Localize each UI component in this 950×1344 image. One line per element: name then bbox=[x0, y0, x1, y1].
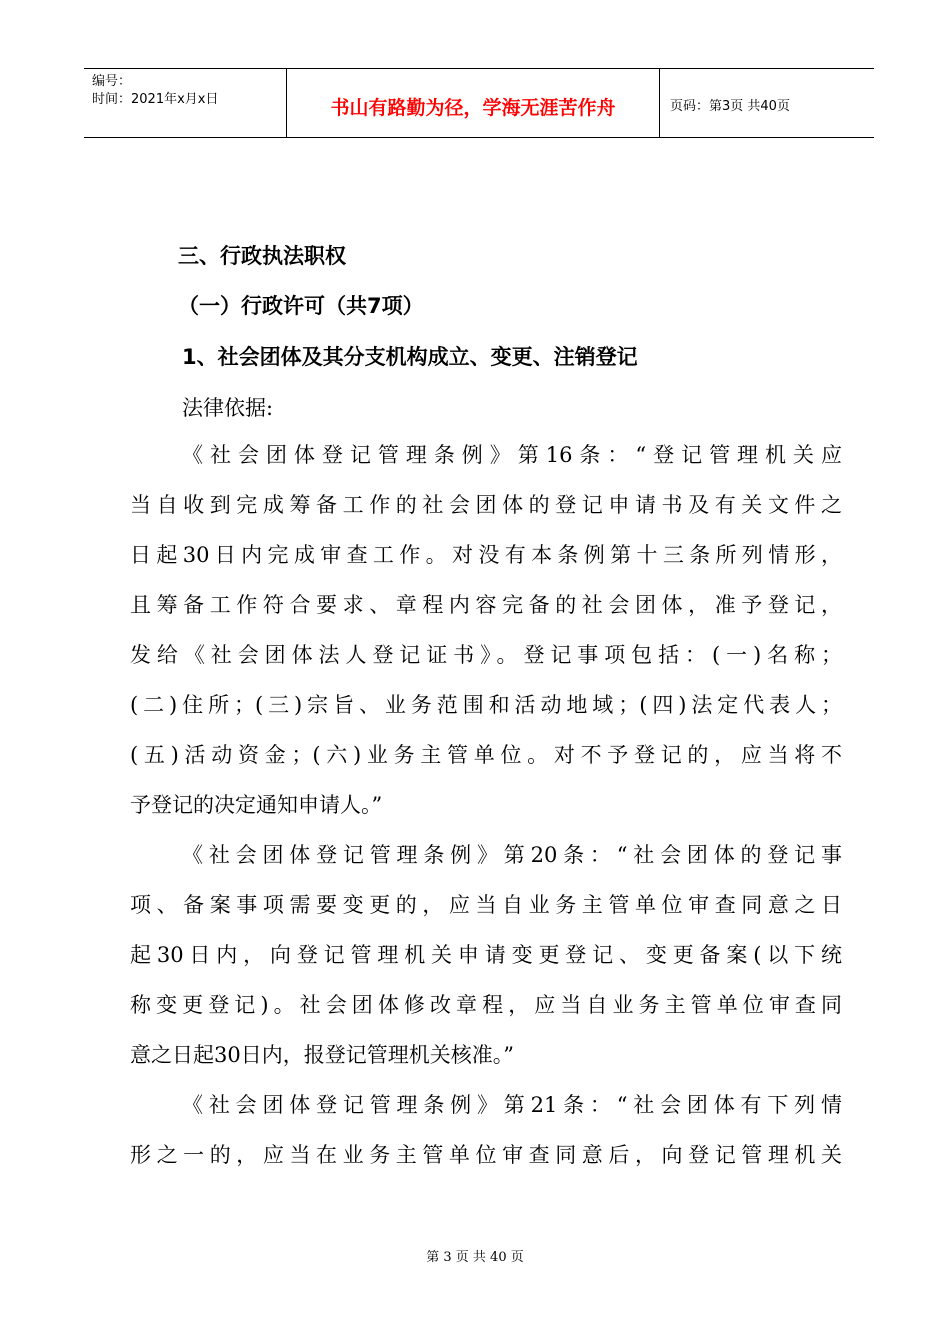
document-number-label: 编号： bbox=[92, 74, 132, 89]
paragraph-line: (五)活动资金；(六)业务主管单位。对不予登记的，应当将不 bbox=[130, 743, 842, 767]
header-page-info: 页码：第3页 共40页 bbox=[670, 99, 790, 114]
paragraph-line: 当自收到完成筹备工作的社会团体的登记申请书及有关文件之 bbox=[130, 493, 842, 517]
paragraph-line: 意之日起30日内，报登记管理机关核准。” bbox=[130, 1043, 514, 1067]
paragraph-line: 项、备案事项需要变更的，应当自业务主管单位审查同意之日 bbox=[130, 893, 842, 917]
paragraph-line: 且筹备工作符合要求、章程内容完备的社会团体，准予登记， bbox=[130, 593, 842, 617]
paragraph-line: 日起30日内完成审查工作。对没有本条例第十三条所列情形， bbox=[130, 543, 842, 567]
subsection-title: （一）行政许可（共7项） bbox=[178, 294, 424, 318]
header-page-cell bbox=[660, 69, 874, 137]
legal-basis-label: 法律依据: bbox=[182, 396, 274, 420]
header-motto-cell bbox=[286, 69, 660, 137]
paragraph-line: 予登记的决定通知申请人。” bbox=[130, 793, 383, 817]
section-title: 三、行政执法职权 bbox=[178, 244, 346, 268]
paragraph-line: 《社会团体登记管理条例》第21条：“社会团体有下列情 bbox=[182, 1093, 842, 1117]
paragraph-line: 起30日内，向登记管理机关申请变更登记、变更备案(以下统 bbox=[130, 943, 842, 967]
paragraph-line: 《社会团体登记管理条例》第16条：“登记管理机关应 bbox=[182, 443, 842, 467]
article-20-paragraph bbox=[130, 830, 842, 1080]
header-meta bbox=[84, 69, 286, 137]
header-motto: 书山有路勤为径，学海无涯苦作舟 bbox=[330, 97, 616, 119]
paragraph-line: (二)住所；(三)宗旨、业务范围和活动地域；(四)法定代表人； bbox=[130, 693, 842, 717]
item-title: 1、社会团体及其分支机构成立、变更、注销登记 bbox=[182, 345, 638, 369]
document-time-label: 时间：2021年x月x日 bbox=[92, 92, 219, 107]
paragraph-line: 称变更登记)。社会团体修改章程，应当自业务主管单位审查同 bbox=[130, 993, 842, 1017]
paragraph-line: 形之一的，应当在业务主管单位审查同意后，向登记管理机关 bbox=[130, 1143, 842, 1167]
page-footer: 第 3 页 共 40 页 bbox=[426, 1250, 524, 1265]
page-header bbox=[84, 68, 874, 138]
article-16-paragraph bbox=[130, 430, 842, 830]
paragraph-line: 发给《社会团体法人登记证书》。登记事项包括：(一)名称； bbox=[130, 643, 842, 667]
paragraph-line: 《社会团体登记管理条例》第20条：“社会团体的登记事 bbox=[182, 843, 842, 867]
article-21-paragraph bbox=[130, 1080, 842, 1180]
